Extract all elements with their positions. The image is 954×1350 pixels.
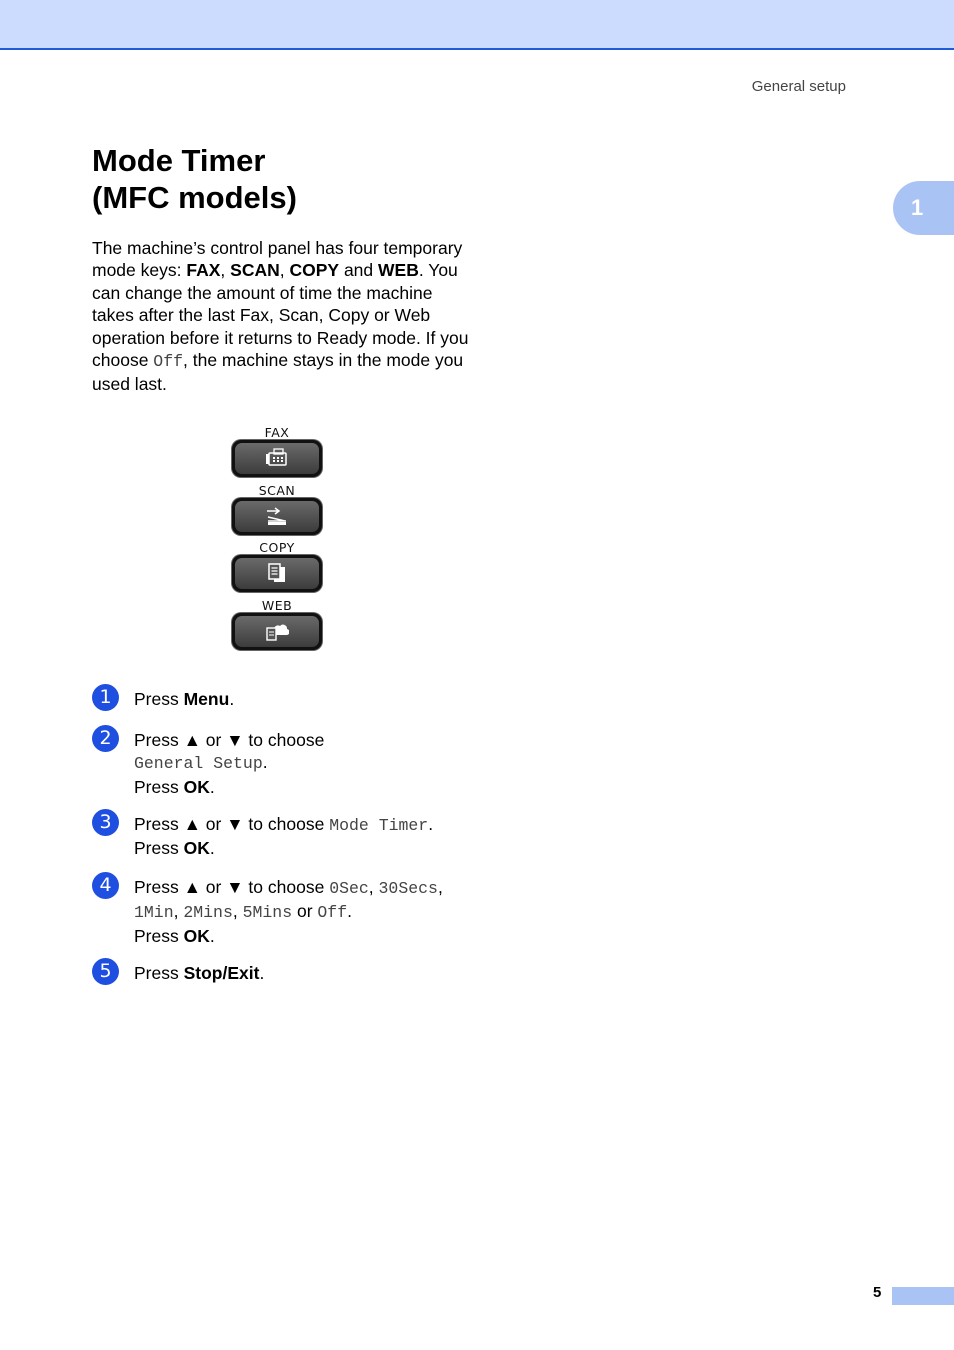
step-number-icon: 1 xyxy=(92,684,119,711)
step-text: Press xyxy=(134,877,184,897)
down-arrow-icon: ▼ xyxy=(226,814,244,834)
step-number-icon: 2 xyxy=(92,725,119,752)
lcd-option: 0Sec xyxy=(329,879,369,898)
step-5 xyxy=(92,958,512,988)
intro-sep: , xyxy=(279,260,290,281)
scan-key-label: SCAN xyxy=(258,482,296,498)
fax-key[interactable] xyxy=(232,440,322,477)
step-text: Press xyxy=(134,776,184,797)
step-number-icon: 3 xyxy=(92,809,119,836)
step-text: to choose xyxy=(243,814,330,834)
step-text: or xyxy=(200,877,227,897)
lcd-option: Off xyxy=(317,903,348,923)
step-2 xyxy=(92,725,512,809)
web-icon xyxy=(265,620,289,642)
step-text: . xyxy=(229,689,235,709)
step-text: . xyxy=(259,963,265,983)
lcd-option: 1Min xyxy=(134,903,174,923)
step-1 xyxy=(92,684,512,725)
page-number-bar xyxy=(892,1287,954,1305)
step-number-icon: 4 xyxy=(92,872,119,899)
title-line-1: Mode Timer xyxy=(92,143,266,178)
step-text: Press xyxy=(134,814,184,834)
step-text: Press xyxy=(134,925,184,946)
key-name-copy: COPY xyxy=(289,260,340,281)
web-key-label: WEB xyxy=(261,597,293,613)
step-text: Press xyxy=(134,838,184,859)
fax-key-label: FAX xyxy=(264,425,290,440)
step-text: Press xyxy=(134,730,184,750)
up-arrow-icon: ▲ xyxy=(183,814,201,834)
copy-key[interactable] xyxy=(232,555,322,592)
step-text: to choose xyxy=(243,877,330,897)
scan-icon xyxy=(265,505,289,527)
chapter-tab: 1 xyxy=(893,181,954,235)
running-header: General setup xyxy=(751,78,846,95)
key-name-scan: SCAN xyxy=(230,260,280,281)
step-number-icon: 5 xyxy=(92,958,119,985)
web-key[interactable] xyxy=(232,613,322,650)
down-arrow-icon: ▼ xyxy=(226,877,244,897)
button-name-stop-exit: Stop/Exit xyxy=(183,963,260,983)
lcd-option: 30Secs xyxy=(378,879,438,898)
web-key-group xyxy=(229,599,325,657)
step-text: , xyxy=(173,901,184,922)
step-text: , xyxy=(368,877,379,897)
step-text: or xyxy=(292,901,318,922)
intro-text: and xyxy=(339,260,379,281)
lcd-option-general-setup: General Setup xyxy=(134,754,263,774)
page-number: 5 xyxy=(873,1284,882,1301)
copy-icon xyxy=(265,562,289,584)
down-arrow-icon: ▼ xyxy=(226,730,244,750)
lcd-option: 5Mins xyxy=(242,903,293,923)
copy-key-label: COPY xyxy=(259,540,295,555)
step-text: . xyxy=(262,752,268,773)
button-name-ok: OK xyxy=(183,776,210,797)
lcd-option-mode-timer: Mode Timer xyxy=(329,816,429,835)
steps-list xyxy=(92,684,512,988)
step-text: Press xyxy=(134,689,184,709)
lcd-option: 2Mins xyxy=(183,903,233,923)
button-name-ok: OK xyxy=(183,925,210,946)
up-arrow-icon: ▲ xyxy=(183,730,201,750)
step-text: . xyxy=(347,901,352,922)
page-title xyxy=(92,142,472,216)
step-text: . xyxy=(428,814,434,834)
top-color-band xyxy=(0,0,954,50)
scan-key[interactable] xyxy=(232,498,322,535)
intro-paragraph xyxy=(92,237,472,396)
fax-key-group xyxy=(229,426,325,484)
key-name-web: WEB xyxy=(378,260,419,281)
step-text: or xyxy=(200,730,227,750)
step-text: to choose xyxy=(243,730,325,750)
step-text: , xyxy=(437,877,443,897)
intro-text: The machine’s control panel has four temporary mode keys: xyxy=(92,238,463,281)
step-3 xyxy=(92,809,512,872)
key-name-fax: FAX xyxy=(186,260,221,281)
fax-icon xyxy=(265,447,289,469)
step-text: . xyxy=(209,838,215,859)
intro-text: . You can change the amount of time the machine takes after the last Fax, Scan, Copy or Web operation before it returns to Ready mode. If you choose xyxy=(92,260,469,371)
title-line-2: (MFC models) xyxy=(92,180,297,215)
step-text: or xyxy=(200,814,227,834)
mode-keys-illustration xyxy=(229,426,325,656)
step-text: Press xyxy=(134,963,184,983)
step-text: . xyxy=(209,776,215,797)
copy-key-group xyxy=(229,541,325,599)
intro-sep: , xyxy=(220,260,231,281)
intro-text: , the machine stays in the mode you used last. xyxy=(92,350,464,395)
step-text: , xyxy=(232,901,243,922)
scan-key-group xyxy=(229,484,325,542)
step-text: . xyxy=(209,925,215,946)
intro-code-off: Off xyxy=(153,352,184,372)
button-name-ok: OK xyxy=(183,838,210,859)
button-name-menu: Menu xyxy=(183,689,230,709)
step-4 xyxy=(92,872,512,958)
up-arrow-icon: ▲ xyxy=(183,877,201,897)
